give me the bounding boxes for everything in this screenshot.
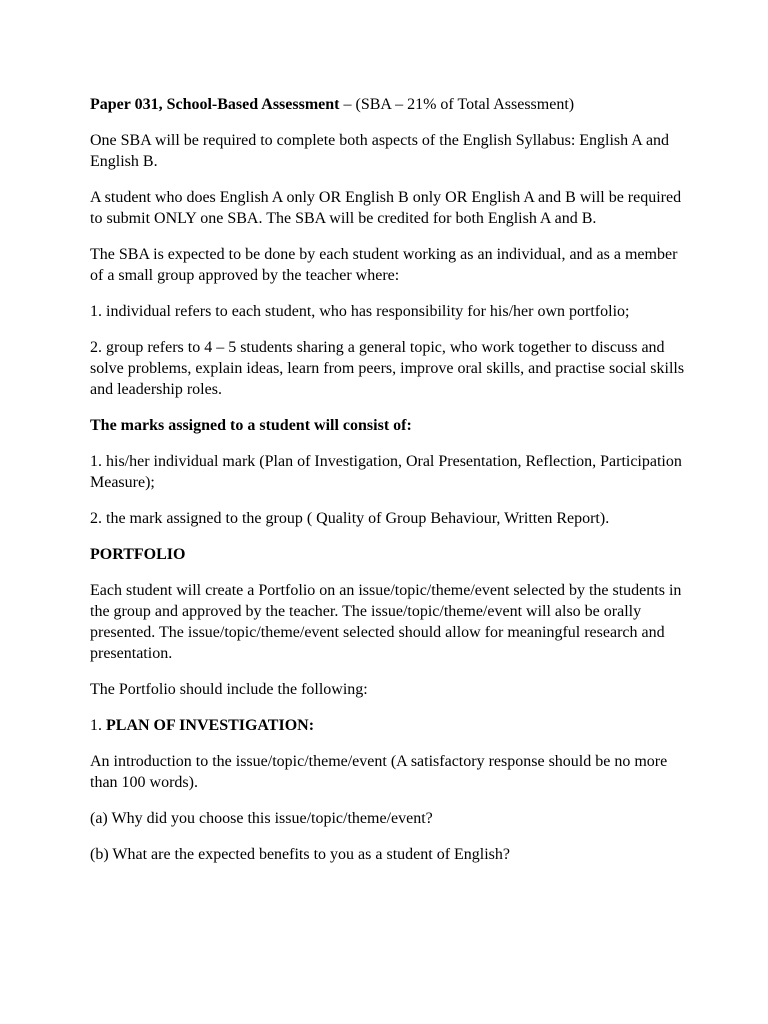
question-b: (b) What are the expected benefits to you as a student of English? [90, 846, 511, 863]
marks-heading: The marks assigned to a student will consist of: [90, 417, 412, 434]
list-item-individual-mark: 1. his/her individual mark (Plan of Investigation, Oral Presentation, Reflection, Participation Measure); [90, 453, 682, 491]
document-body [90, 94, 690, 880]
paragraph-portfolio-include: The Portfolio should include the following: [90, 681, 368, 698]
list-item-individual: 1. individual refers to each student, who has responsibility for his/her own portfolio; [90, 303, 630, 320]
portfolio-heading: PORTFOLIO [90, 546, 186, 563]
paragraph-one-sba: A student who does English A only OR English B only OR English A and B will be required to submit ONLY one SBA. The SBA will be credited for both English A and B. [90, 189, 682, 227]
paragraph-portfolio-description: Each student will create a Portfolio on an issue/topic/theme/event selected by the students in the group and approved by the teacher. The issue/topic/theme/event will also be orally presented. The issue/topic/theme/event selected should allow for meaningful research and presentation. [90, 582, 682, 662]
paragraph-sba-requirement: One SBA will be required to complete both aspects of the English Syllabus: English A and English B. [90, 132, 670, 170]
document-heading [90, 94, 690, 115]
paragraph-sba-individual-group: The SBA is expected to be done by each student working as an individual, and as a member of a small group approved by the teacher where: [90, 246, 678, 284]
paragraph-introduction: An introduction to the issue/topic/theme/event (A satisfactory response should be no more than 100 words). [90, 753, 668, 791]
heading-title: Paper 031, School-Based Assessment [90, 96, 340, 113]
plan-heading: PLAN OF INVESTIGATION: [106, 717, 315, 734]
heading-subtitle: (SBA – 21% of Total Assessment) [355, 96, 575, 113]
plan-heading-line [90, 715, 690, 736]
list-item-group: 2. group refers to 4 – 5 students sharing a general topic, who work together to discuss and solve problems, explain ideas, learn from peers, improve oral skills, and practise social skills and leadership roles. [90, 339, 685, 398]
list-item-group-mark: 2. the mark assigned to the group ( Quality of Group Behaviour, Written Report). [90, 510, 610, 527]
question-a: (a) Why did you choose this issue/topic/theme/event? [90, 810, 433, 827]
heading-dash: – [339, 96, 356, 113]
plan-number: 1. [90, 717, 106, 734]
